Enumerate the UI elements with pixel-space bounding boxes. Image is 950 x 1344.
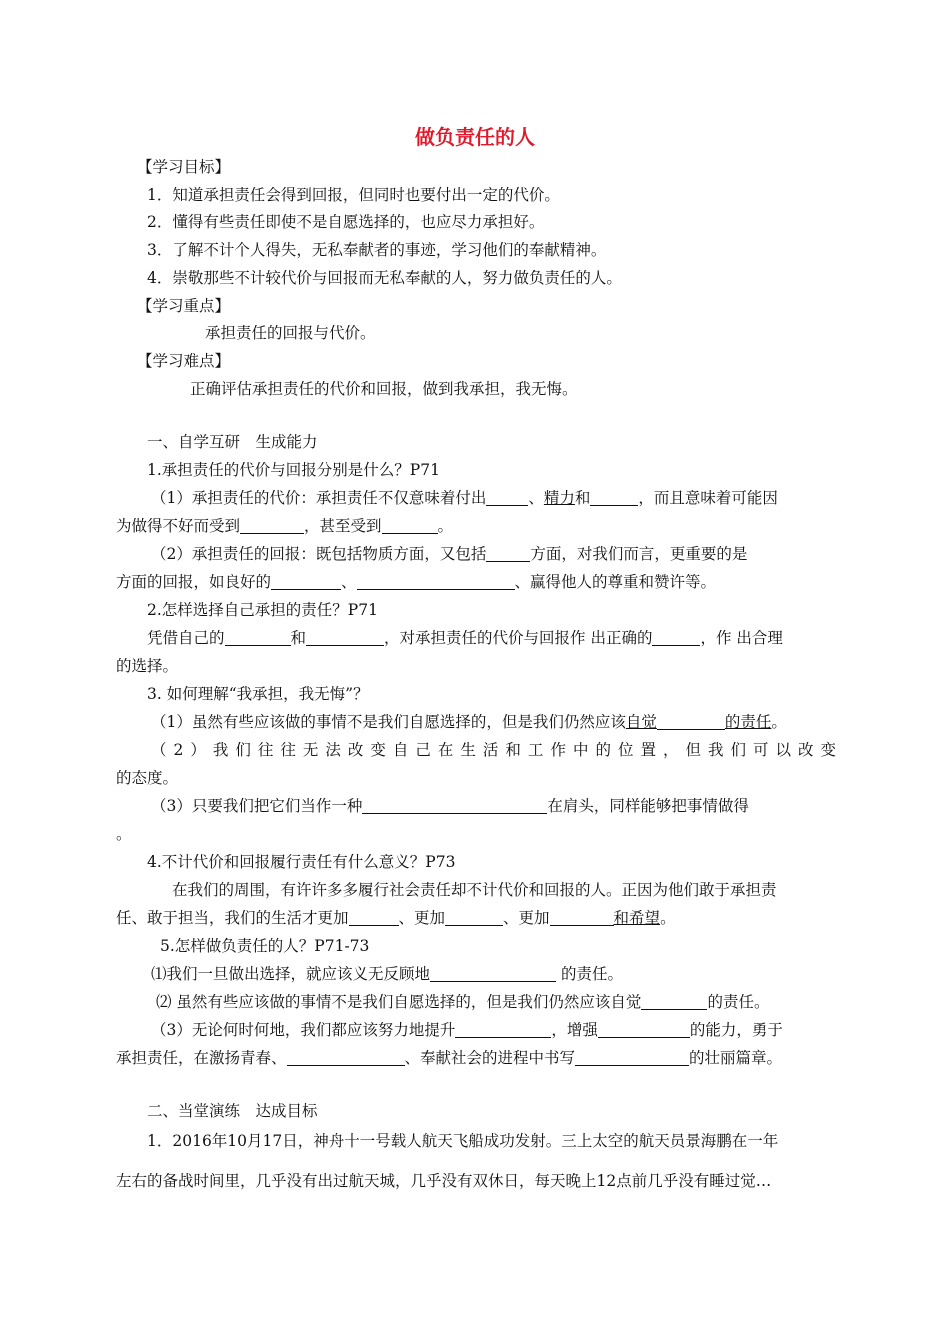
section2-paragraph-line-2: 左右的备战时间里，几乎没有出过航天城，几乎没有双休日，每天晚上12点前几乎没有睡过觉… (116, 1172, 772, 1190)
q2-line-2: 的选择。 (116, 657, 179, 675)
difficulty-heading: 【学习难点】 (137, 352, 231, 370)
blank[interactable] (641, 994, 707, 1010)
blank[interactable] (590, 490, 638, 506)
q5-paragraph-1: ⑴我们一旦做出选择，就应该义无反顾地 的责任。 (151, 965, 623, 983)
page-title: 做负责任的人 (415, 125, 535, 149)
blank[interactable] (362, 798, 547, 814)
q1-paragraph-2-line-1: （2）承担责任的回报：既包括物质方面，又包括 方面，对我们而言，更重要的是 (151, 545, 748, 563)
key-text: 承担责任的回报与代价。 (205, 324, 376, 342)
q2-title: 2.怎样选择自己承担的责任？P71 (147, 601, 378, 619)
blank[interactable] (225, 630, 291, 646)
q3-paragraph-2-line-2: 的态度。 (116, 769, 179, 787)
q4-title: 4.不计代价和回报履行责任有什么意义？P73 (147, 853, 456, 871)
q3-paragraph-3-line-1: （3）只要我们把它们当作一种 在肩头，同样能够把事情做得 (151, 797, 749, 815)
q4-line-2: 任、敢于担当，我们的生活才更加 、更加 、更加 和希望。 (116, 909, 676, 927)
q5-paragraph-3-line-2: 承担责任，在激扬青春、 、奉献社会的进程中书写 的壮丽篇章。 (116, 1049, 783, 1067)
blank[interactable] (486, 546, 530, 562)
difficulty-text: 正确评估承担责任的代价和回报，做到我承担，我无悔。 (190, 380, 578, 398)
q3-title: 3. 如何理解“我承担，我无悔”？ (147, 685, 369, 703)
q1-paragraph-1-line-1: （1）承担责任的代价：承担责任不仅意味着付出 、精力和 ，而且意味着可能因 (151, 489, 778, 507)
blank[interactable] (382, 518, 438, 534)
blank[interactable] (357, 574, 515, 590)
blank[interactable] (550, 910, 614, 926)
goal-item-2: 2．懂得有些责任即使不是自愿选择的，也应尽力承担好。 (147, 213, 545, 231)
blank[interactable] (445, 910, 503, 926)
blank[interactable] (575, 1050, 689, 1066)
blank[interactable] (306, 630, 384, 646)
blank[interactable] (349, 910, 399, 926)
blank[interactable] (486, 490, 528, 506)
q5-paragraph-3-line-1: （3）无论何时何地，我们都应该努力地提升 ，增强 的能力，勇于 (151, 1021, 783, 1039)
q1-paragraph-1-line-2: 为做得不好而受到 ，甚至受到 。 (116, 517, 454, 535)
q5-title: 5.怎样做负责任的人？P71-73 (160, 937, 370, 955)
blank[interactable] (455, 1022, 551, 1038)
blank[interactable] (652, 630, 700, 646)
blank[interactable] (240, 518, 304, 534)
goals-heading: 【学习目标】 (137, 158, 231, 176)
q1-title: 1.承担责任的代价与回报分别是什么？P71 (147, 461, 440, 479)
blank[interactable] (271, 574, 341, 590)
q5-paragraph-2: ⑵ 虽然有些应该做的事情不是我们自愿选择的，但是我们仍然应该自觉 的责任。 (156, 993, 770, 1011)
goal-item-1: 1．知道承担责任会得到回报，但同时也要付出一定的代价。 (147, 186, 560, 204)
q3-paragraph-1: （1）虽然有些应该做的事情不是我们自愿选择的，但是我们仍然应该自觉 的责任。 (151, 713, 787, 731)
blank[interactable] (598, 1022, 690, 1038)
q3-paragraph-3-line-2: 。 (116, 825, 132, 843)
key-heading: 【学习重点】 (137, 297, 231, 315)
blank[interactable] (657, 714, 725, 730)
q4-line-1: 在我们的周围，有许许多多履行社会责任却不计代价和回报的人。正因为他们敢于承担责 (172, 881, 777, 899)
section2-paragraph-line-1: 1．2016年10月17日，神舟十一号载人航天飞船成功发射。三上太空的航天员景海鹏在一年 (147, 1132, 779, 1150)
section2-heading: 二、当堂演练 达成目标 (147, 1102, 318, 1120)
blank[interactable] (430, 966, 556, 982)
goal-item-4: 4．崇敬那些不计较代价与回报而无私奉献的人，努力做负责任的人。 (147, 269, 622, 287)
q3-paragraph-2-line-1: （2）我们往往无法改变自己在生活和工作中的位置，但我们可以改变 (151, 741, 836, 759)
blank[interactable] (287, 1050, 405, 1066)
section1-heading: 一、自学互研 生成能力 (147, 433, 318, 451)
q1-paragraph-2-line-2: 方面的回报，如良好的 、 、赢得他人的尊重和赞许等。 (116, 573, 717, 591)
q2-line-1: 凭借自己的 和 ，对承担责任的代价与回报作 出正确的 ，作 出合理 (147, 629, 783, 647)
goal-item-3: 3．了解不计个人得失，无私奉献者的事迹，学习他们的奉献精神。 (147, 241, 607, 259)
